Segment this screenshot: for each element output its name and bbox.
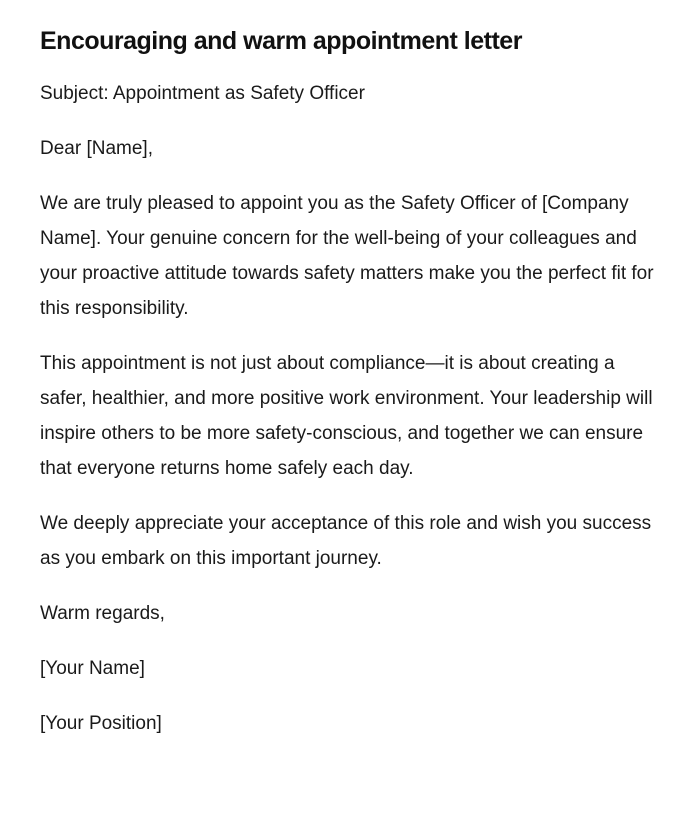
- letter-title: Encouraging and warm appointment letter: [40, 27, 522, 55]
- signature-position: [Your Position]: [40, 713, 162, 734]
- greeting: Dear [Name],: [40, 138, 153, 159]
- closing: Warm regards,: [40, 603, 165, 624]
- signature-name: [Your Name]: [40, 658, 145, 679]
- subject-line: Subject: Appointment as Safety Officer: [40, 83, 365, 104]
- body-paragraph: We deeply appreciate your acceptance of this role and wish you success as you embark on this important journey.: [40, 513, 652, 569]
- body-paragraph: We are truly pleased to appoint you as the Safety Officer of [Company Name]. Your genuine concern for the well-being of your colleagues and your proactive attitude towards safety matters make you the perfect fit for this responsibility.: [40, 193, 654, 319]
- body-paragraph: This appointment is not just about compliance—it is about creating a safer, healthier, and more positive work environment. Your leadership will inspire others to be more safety-conscious, and together we can ensure that everyone returns home safely each day.: [40, 353, 653, 479]
